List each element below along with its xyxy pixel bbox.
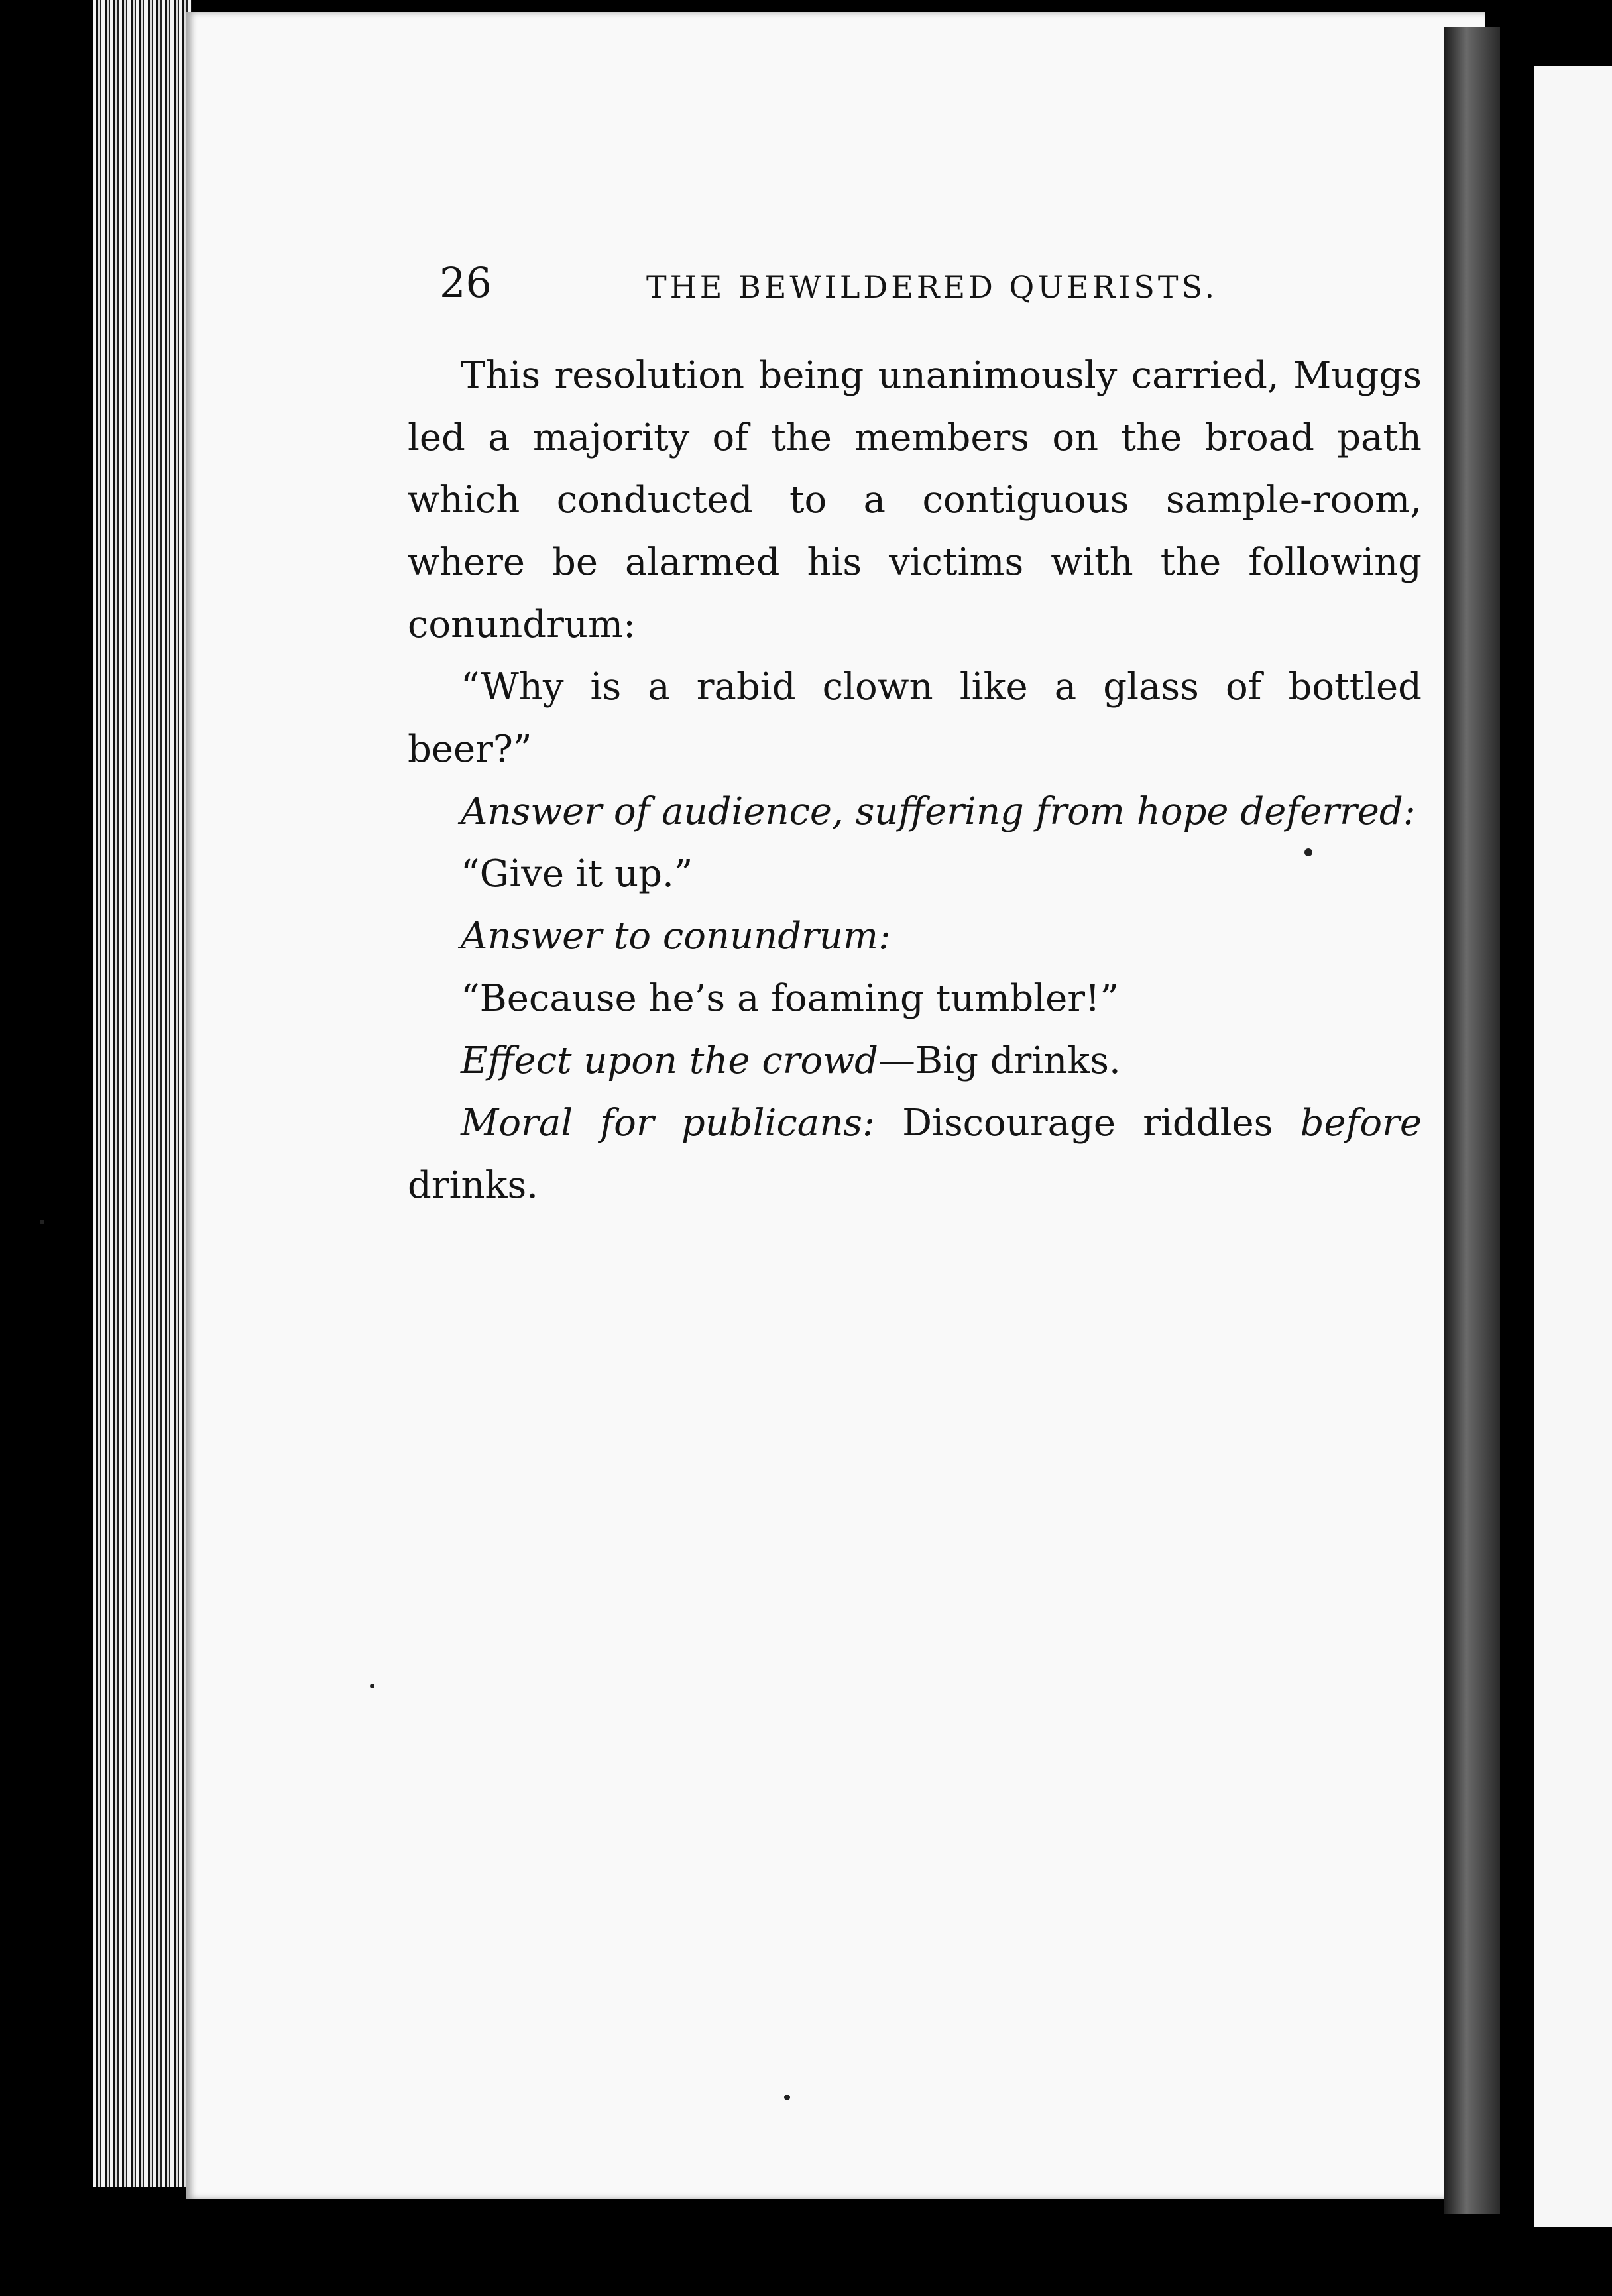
paragraph: [408, 1030, 1422, 1092]
dust-speck: [784, 2095, 790, 2100]
italic-label: Answer to conundrum:: [461, 915, 891, 958]
paragraph: “Why is a rabid clown like a glass of bottled beer?”: [408, 665, 1422, 771]
paragraph: [408, 905, 1422, 968]
text-block: [408, 258, 1422, 1217]
dust-speck: [40, 1220, 44, 1224]
body-text: [408, 345, 1422, 1217]
paragraph-text: —Big drinks.: [878, 1039, 1121, 1082]
page-edges: [93, 0, 192, 2187]
paragraph-text: Discourage riddles: [874, 1102, 1300, 1145]
italic-word: before: [1300, 1102, 1422, 1145]
italic-label: Moral for publicans:: [461, 1102, 875, 1145]
adjacent-page-edge: [1534, 66, 1612, 2227]
paragraph-text: drinks.: [408, 1164, 539, 1207]
paragraph: [408, 1092, 1422, 1217]
italic-label: Effect upon the crowd: [461, 1039, 878, 1082]
paragraph: “Give it up.”: [461, 852, 693, 895]
gutter-shadow: [1444, 27, 1500, 2214]
page-number: 26: [439, 258, 492, 307]
dust-speck: [370, 1684, 374, 1688]
paragraph: [408, 781, 1422, 843]
dust-speck: [1304, 848, 1312, 856]
paragraph: This resolution being unanimously carried, Muggs led a majority of the members on the broad path which conducted to a contiguous sample-room, where be alarmed his victims with the following conundrum:: [408, 354, 1422, 646]
italic-label: Answer of audience, suffering from hope deferred:: [461, 790, 1416, 833]
running-head: [408, 258, 1422, 318]
paragraph: “Because he’s a foaming tumbler!”: [461, 977, 1120, 1020]
running-title: THE BEWILDERED QUERISTS.: [646, 269, 1218, 305]
